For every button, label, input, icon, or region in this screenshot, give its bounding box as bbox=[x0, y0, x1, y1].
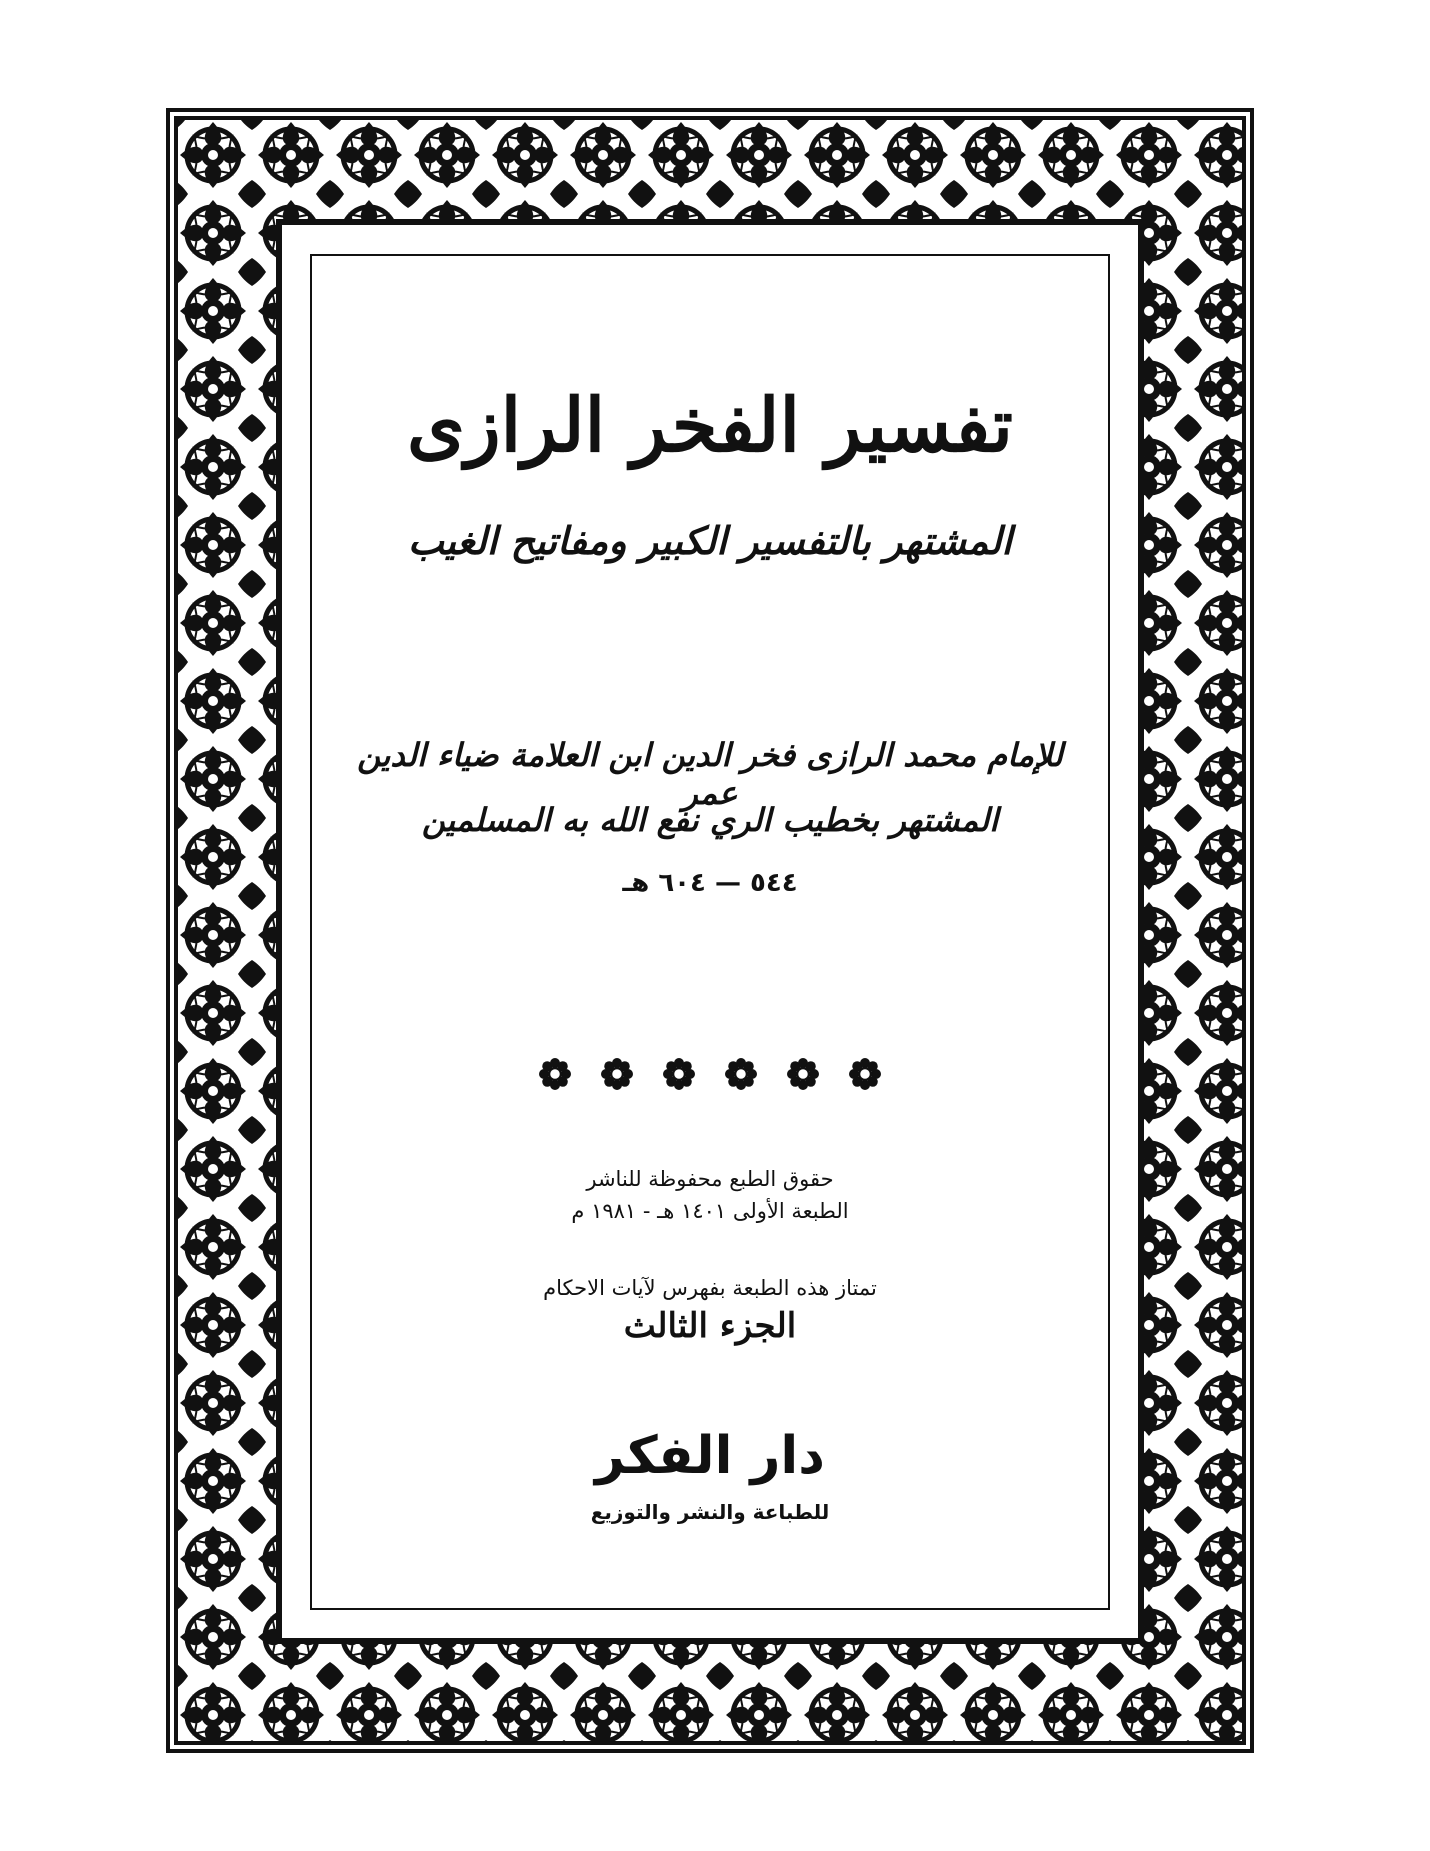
publisher-tagline: للطباعة والنشر والتوزيع bbox=[590, 1500, 830, 1524]
author-line-2: المشتهر بخطيب الري نفع الله به المسلمين bbox=[421, 801, 999, 839]
author-dates: ٥٤٤ — ٦٠٤ هـ bbox=[622, 868, 798, 898]
flower-ornament-icon bbox=[537, 1056, 573, 1092]
book-title: تفسير الفخر الرازى bbox=[406, 383, 1014, 469]
volume-label: الجزء الثالث bbox=[623, 1306, 797, 1346]
flower-ornament-icon bbox=[661, 1056, 697, 1092]
edition-line: الطبعة الأولى ١٤٠١ هـ - ١٩٨١ م bbox=[571, 1198, 849, 1223]
rights-line-1: حقوق الطبع محفوظة للناشر bbox=[586, 1167, 834, 1191]
title-page-panel bbox=[310, 254, 1110, 1610]
book-subtitle: المشتهر بالتفسير الكبير ومفاتيح الغيب bbox=[408, 518, 1012, 563]
ornament-row bbox=[312, 1056, 1108, 1092]
rights-block bbox=[312, 1164, 1108, 1227]
flower-ornament-icon bbox=[723, 1056, 759, 1092]
flower-ornament-icon bbox=[847, 1056, 883, 1092]
author-line-1: للإمام محمد الرازى فخر الدين ابن العلامة ضياء الدين عمر bbox=[357, 736, 1063, 812]
flower-ornament-icon bbox=[599, 1056, 635, 1092]
edition-feature: تمتاز هذه الطبعة بفهرس لآيات الاحكام bbox=[543, 1276, 877, 1300]
publisher-name: دار الفكر bbox=[595, 1426, 825, 1486]
flower-ornament-icon bbox=[785, 1056, 821, 1092]
